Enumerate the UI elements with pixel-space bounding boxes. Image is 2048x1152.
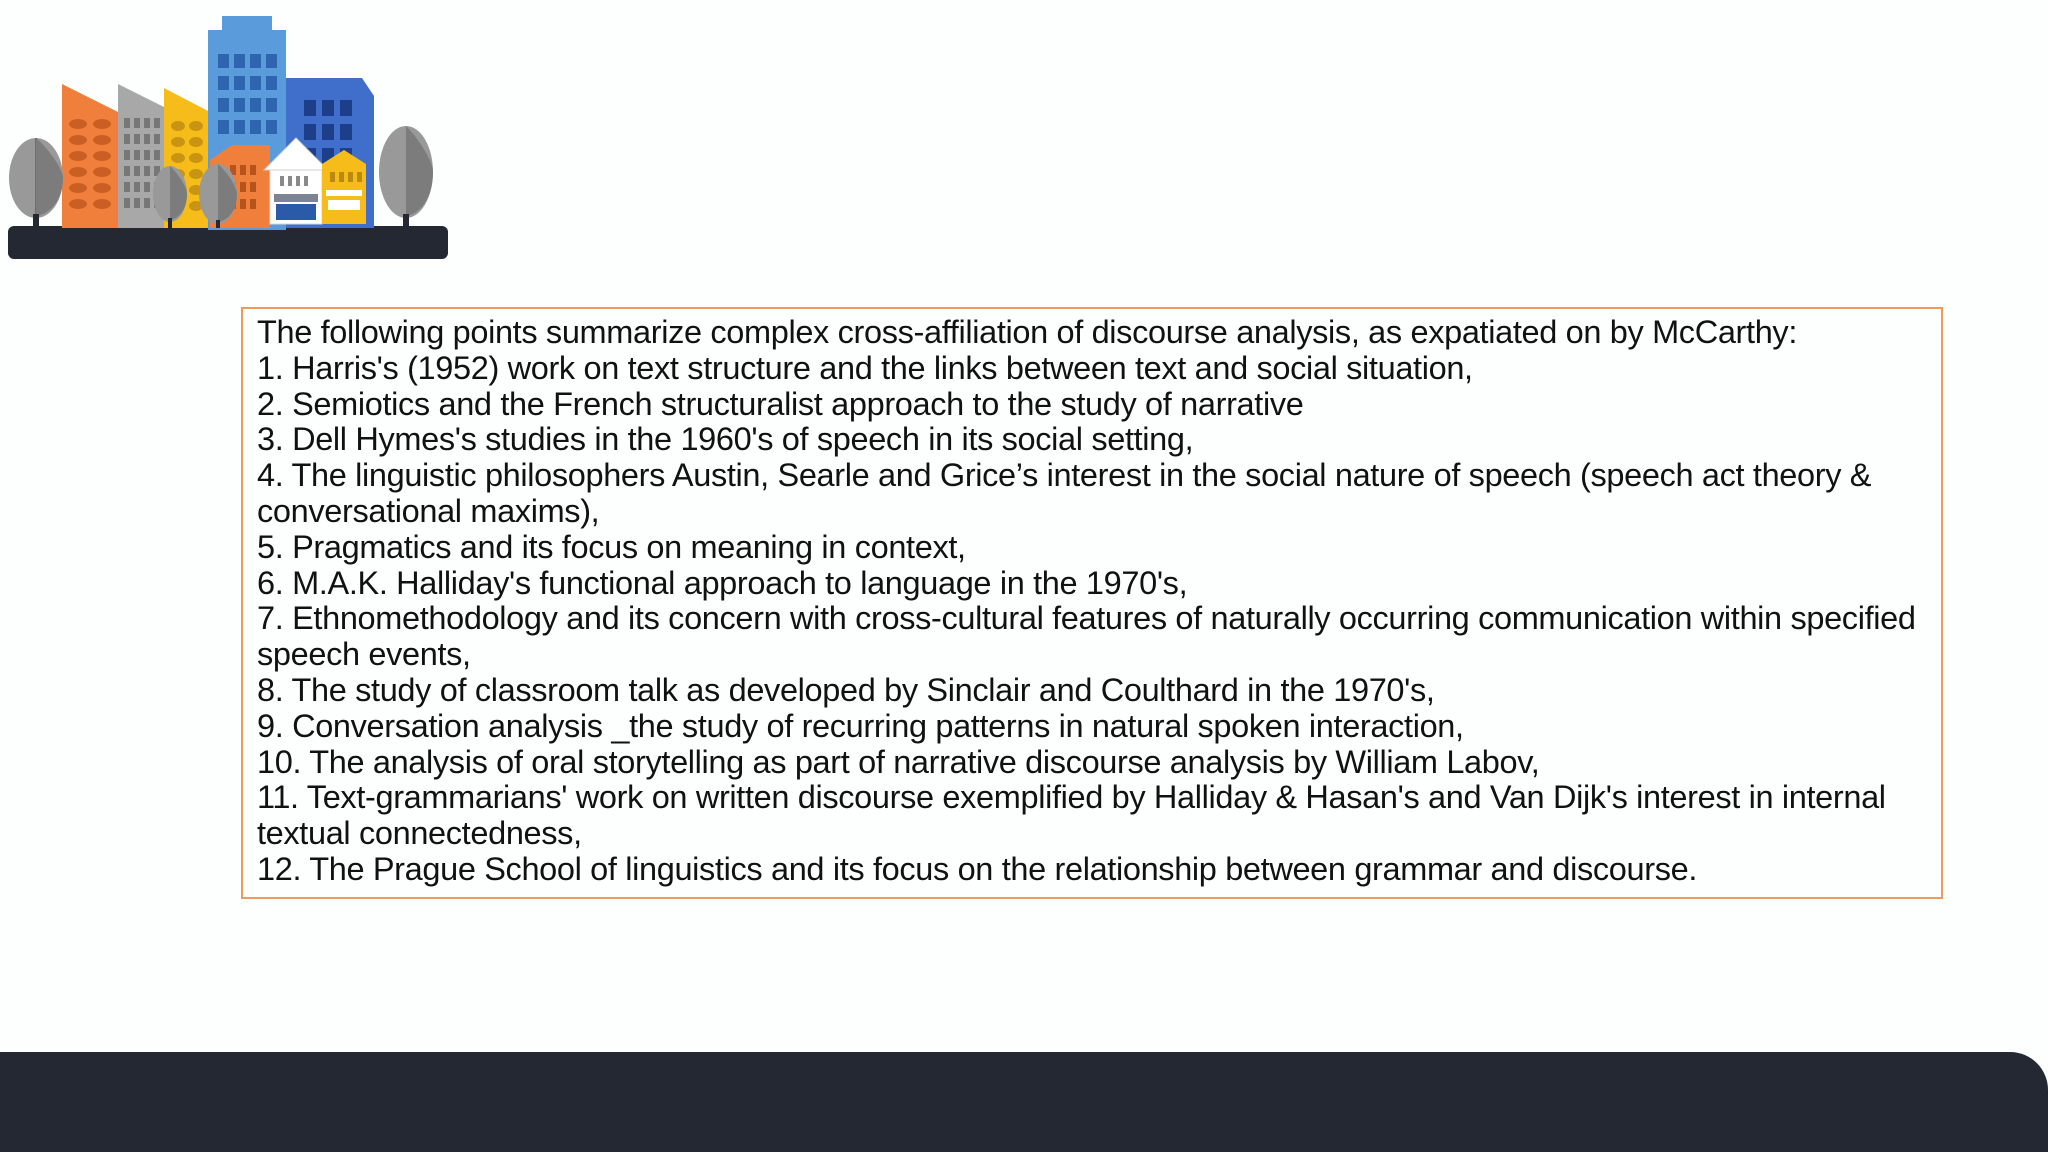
list-item: 3. Dell Hymes's studies in the 1960's of speech in its social setting, [257, 421, 1194, 458]
cityscape-illustration [0, 0, 460, 265]
list-item: 8. The study of classroom talk as developed by Sinclair and Coulthard in the 1970's, [257, 671, 1435, 708]
list-item: 7. Ethnomethodology and its concern with cross-cultural features of naturally occurring communication within specified speech events, [257, 600, 1916, 673]
intro-text: The following points summarize complex cross-affiliation of discourse analysis, as expatiated on by McCarthy: [257, 314, 1798, 350]
list-item: 4. The linguistic philosophers Austin, Searle and Grice’s interest in the social nature of speech (speech act theory & conversational maxims), [257, 457, 1872, 529]
list-item: 12. The Prague School of linguistics and its focus on the relationship between grammar and discourse. [257, 850, 1698, 887]
footer-bar [0, 1052, 2048, 1152]
list-item: 11. Text-grammarians' work on written discourse exemplified by Halliday & Hasan's and Van Dijk's interest in internal textual connectedness, [257, 779, 1886, 852]
list-item: 10. The analysis of oral storytelling as part of narrative discourse analysis by William Labov, [257, 743, 1540, 780]
list-item: 2. Semiotics and the French structuralist approach to the study of narrative [257, 385, 1304, 422]
list-item: 6. M.A.K. Halliday's functional approach to language in the 1970's, [257, 564, 1188, 601]
list-item: 9. Conversation analysis _the study of recurring patterns in natural spoken interaction, [257, 707, 1464, 744]
list-item: 5. Pragmatics and its focus on meaning in context, [257, 528, 966, 565]
content-text-box [241, 307, 1943, 899]
list-item: 1. Harris's (1952) work on text structure and the links between text and social situation, [257, 349, 1473, 386]
